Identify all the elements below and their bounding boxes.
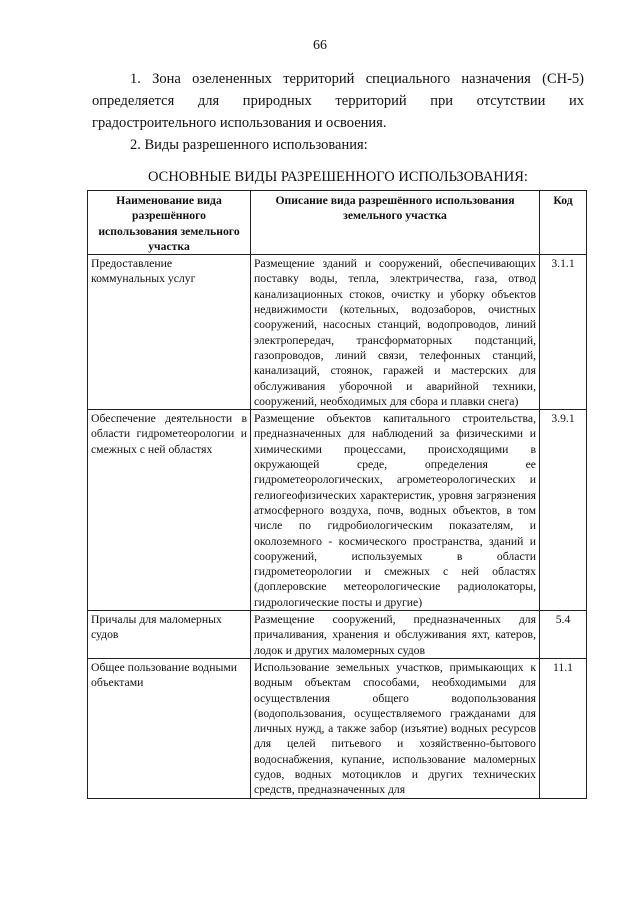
table-header-row (88, 191, 587, 255)
header-description: Описание вида разрешённого использования земельного участка (251, 191, 540, 255)
use-code: 3.1.1 (540, 255, 587, 410)
use-description: Использование земельных участков, примыкающих к водным объектам способами, необходимыми для осуществления общего водопользования (водопользования, осуществляемого гражданами для личных нужд, а также забор (изъятие) водных ресурсов для целей питьевого и хозяйственно-бытового водоснабжения, купание, использование маломерных судов, водных мотоциклов и других технических средств, предназначенных для (251, 658, 540, 798)
use-description: Размещение сооружений, предназначенных для причаливания, хранения и обслуживания яхт, катеров, лодок и других маломерных судов (251, 611, 540, 659)
use-name: Причалы для маломерных судов (88, 611, 251, 659)
table-row (88, 410, 587, 611)
page-number: 66 (313, 38, 327, 53)
use-code: 5.4 (540, 611, 587, 659)
use-description: Размещение зданий и сооружений, обеспечивающих поставку воды, тепла, электричества, газа, отвод канализационных стоков, очистку и уборку объектов недвижимости (котельных, водозаборов, очистных сооружений, насосных станций, водопроводов, линий электропередач, трансформаторных подстанций, газопроводов, линий связи, телефонных станций, канализаций, стоянок, гаражей и мастерских для обслуживания уборочной и аварийной техники, сооружений, необходимых для сбора и плавки снега) (251, 255, 540, 410)
header-code: Код (540, 191, 587, 255)
table-row (88, 658, 587, 798)
use-name: Предоставление коммунальных услуг (88, 255, 251, 410)
table-title: ОСНОВНЫЕ ВИДЫ РАЗРЕШЕННОГО ИСПОЛЬЗОВАНИЯ: (148, 169, 528, 185)
header-name: Наименование вида разрешённого использования земельного участка (88, 191, 251, 255)
table-row (88, 611, 587, 659)
paragraph-permitted-uses: 2. Виды разрешенного использования: (130, 137, 368, 153)
use-code: 11.1 (540, 658, 587, 798)
use-name: Обеспечение деятельности в области гидрометеорологии и смежных с ней областях (88, 410, 251, 611)
paragraph-zone-definition: 1. Зона озелененных территорий специального назначения (СН-5) определяется для природных территорий при отсутствии их градостроительного использования и освоения. (92, 71, 584, 131)
use-description: Размещение объектов капитального строительства, предназначенных для наблюдений за физическими и химическими процессами, происходящими в окружающей среде, определения ее гидрометеорологических, агрометеорологических и гелиогеофизических характеристик, уровня загрязнения атмосферного воздуха, почв, водных объектов, в том числе по гидробиологическим показателям, и околоземного - космического пространства, зданий и сооружений, используемых в области гидрометеорологии и смежных с ней областях (доплеровские метеорологические радиолокаторы, гидрологические посты и другие) (251, 410, 540, 611)
use-name: Общее пользование водными объектами (88, 658, 251, 798)
permitted-uses-table (87, 190, 587, 799)
use-code: 3.9.1 (540, 410, 587, 611)
table-row (88, 255, 587, 410)
